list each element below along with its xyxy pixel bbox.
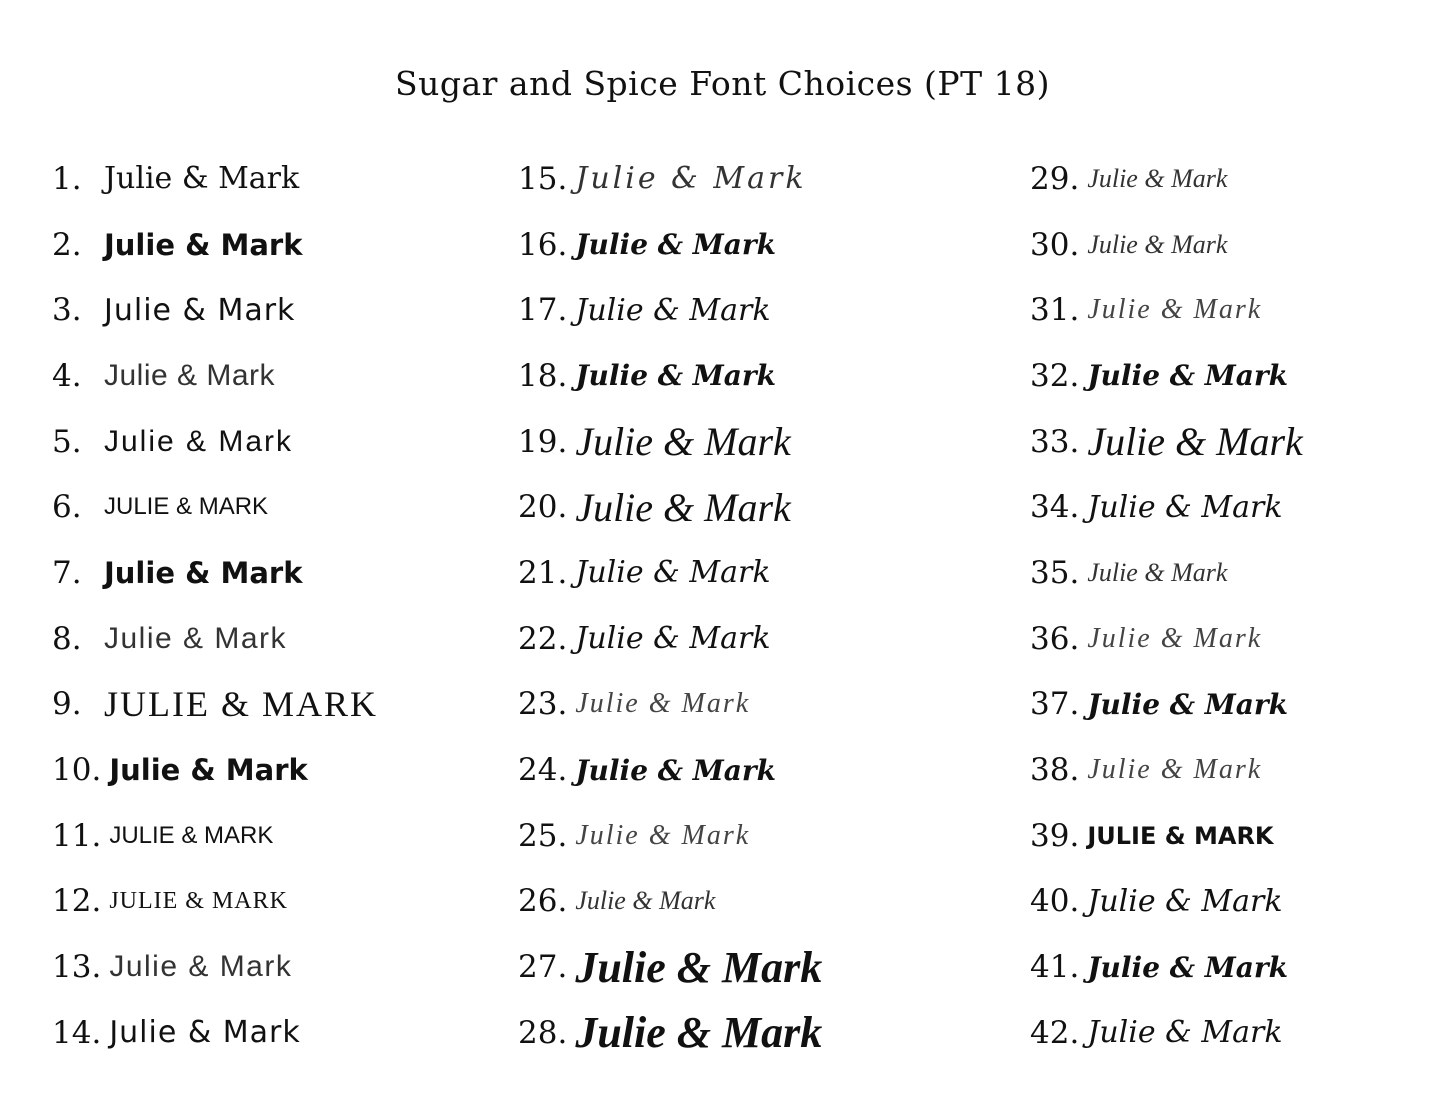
font-choice-item: [1030, 1000, 1303, 1066]
font-column-1: [52, 146, 378, 1066]
font-choice-number: 1.: [52, 160, 82, 197]
font-choice-number: 15.: [518, 160, 568, 197]
font-choice-number: 17.: [518, 292, 568, 329]
font-choice-sample: Julie & Mark: [575, 161, 807, 197]
font-choice-number: 13.: [52, 949, 102, 986]
font-choice-sample: Julie & Mark: [1087, 163, 1228, 193]
font-choice-number: 16.: [518, 226, 568, 263]
font-choice-item: [52, 212, 378, 278]
font-choice-item: [1030, 212, 1303, 278]
font-choice-item: [518, 672, 822, 738]
font-choice-item: [52, 1000, 378, 1066]
font-choice-item: [1030, 277, 1303, 343]
font-choice-item: [52, 606, 378, 672]
font-choice-item: [518, 474, 822, 540]
font-choice-sample: Julie & Mark: [1087, 883, 1283, 919]
font-choice-sample: Julie & Mark: [1087, 950, 1289, 984]
font-choice-sample: Julie & Mark: [104, 161, 300, 197]
font-choice-sample: Julie & Mark: [1087, 557, 1228, 587]
font-choice-item: [1030, 869, 1303, 935]
font-choice-number: 31.: [1030, 292, 1080, 329]
font-choice-sample: Julie & Mark: [575, 292, 771, 328]
font-choice-item: [518, 277, 822, 343]
font-choice-sample: Julie & Mark: [1087, 419, 1303, 465]
font-choice-item: [1030, 606, 1303, 672]
font-choice-item: [518, 737, 822, 803]
font-choice-item: [1030, 737, 1303, 803]
font-choice-sample: Julie & Mark: [575, 688, 751, 720]
font-column-2: [518, 146, 822, 1066]
font-choice-sample: JULIE & MARK: [109, 821, 274, 849]
font-choice-number: 3.: [52, 292, 82, 329]
font-choice-item: [1030, 672, 1303, 738]
font-choice-sample: Julie & Mark: [104, 621, 288, 655]
font-choice-item: [52, 474, 378, 540]
font-choice-sample: Julie & Mark: [1087, 622, 1263, 654]
font-choice-sample: Julie & Mark: [575, 228, 777, 262]
font-choice-item: [52, 540, 378, 606]
font-choice-sample: Julie & Mark: [575, 819, 751, 851]
font-choice-sample: Julie & Mark: [575, 359, 777, 393]
font-choice-sample: Julie & Mark: [109, 753, 308, 788]
font-choice-item: [518, 343, 822, 409]
font-choice-sample: Julie & Mark: [1087, 294, 1263, 326]
font-choice-number: 24.: [518, 752, 568, 789]
font-choice-item: [52, 277, 378, 343]
font-choice-number: 21.: [518, 554, 568, 591]
font-choice-number: 11.: [52, 817, 102, 854]
font-choice-item: [518, 146, 822, 212]
font-column-3: [1030, 146, 1303, 1066]
font-choice-number: 19.: [518, 423, 568, 460]
font-choice-item: [52, 869, 378, 935]
font-choice-item: [52, 934, 378, 1000]
font-choice-number: 39.: [1030, 817, 1080, 854]
font-choice-number: 41.: [1030, 949, 1080, 986]
font-choice-item: [52, 803, 378, 869]
page-title: Sugar and Spice Font Choices (PT 18): [394, 64, 1051, 103]
font-choice-sample: Julie & Mark: [575, 621, 771, 657]
font-choice-item: [518, 212, 822, 278]
font-choice-sample: Julie & Mark: [575, 484, 791, 530]
font-choice-number: 30.: [1030, 226, 1080, 263]
font-choice-number: 38.: [1030, 752, 1080, 789]
font-choice-number: 37.: [1030, 686, 1080, 723]
font-choice-item: [1030, 934, 1303, 1000]
font-choice-item: [518, 606, 822, 672]
font-choice-number: 26.: [518, 883, 568, 920]
font-choice-number: 35.: [1030, 554, 1080, 591]
font-choice-item: [518, 803, 822, 869]
font-choice-sample: Julie & Mark: [575, 555, 771, 591]
font-choice-number: 42.: [1030, 1014, 1080, 1051]
font-choice-sample: Julie & Mark: [575, 1008, 823, 1058]
font-choice-item: [518, 1000, 822, 1066]
font-choice-sample: JULIE & MARK: [109, 887, 288, 914]
font-choice-number: 36.: [1030, 620, 1080, 657]
font-choice-sample: Julie & Mark: [1087, 1015, 1283, 1051]
font-choice-item: [1030, 409, 1303, 475]
font-choice-sample: Julie & Mark: [104, 292, 296, 328]
font-choice-number: 32.: [1030, 357, 1080, 394]
font-choice-sample: Julie & Mark: [1087, 229, 1228, 259]
font-choice-number: 25.: [518, 817, 568, 854]
font-choice-item: [518, 934, 822, 1000]
font-choice-item: [52, 343, 378, 409]
font-choice-sample: JULIE & MARK: [104, 684, 378, 725]
font-choice-sample: Julie & Mark: [104, 358, 276, 392]
font-choice-sample: Julie & Mark: [1087, 754, 1263, 786]
font-choice-sample: JULIE & MARK: [104, 493, 269, 521]
font-choice-number: 29.: [1030, 160, 1080, 197]
font-choice-item: [1030, 803, 1303, 869]
font-choice-number: 20.: [518, 489, 568, 526]
font-choice-number: 33.: [1030, 423, 1080, 460]
font-choice-sample: Julie & Mark: [1087, 359, 1289, 393]
font-choice-sample: Julie & Mark: [109, 1015, 301, 1051]
font-choice-item: [518, 409, 822, 475]
font-choice-number: 27.: [518, 949, 568, 986]
font-choice-item: [1030, 474, 1303, 540]
font-choice-sample: Julie & Mark: [575, 419, 791, 465]
font-choice-sample: Julie & Mark: [575, 753, 777, 787]
font-choice-item: [52, 737, 378, 803]
font-choice-item: [52, 146, 378, 212]
font-choice-number: 4.: [52, 357, 82, 394]
font-choice-number: 12.: [52, 883, 102, 920]
font-choice-item: [518, 540, 822, 606]
font-choice-number: 8.: [52, 620, 82, 657]
font-choice-item: [1030, 343, 1303, 409]
font-choice-sample: JULIE & MARK: [1087, 821, 1274, 850]
font-choice-sample: Julie & Mark: [104, 555, 303, 590]
font-choice-number: 10.: [52, 752, 102, 789]
font-choice-number: 5.: [52, 423, 82, 460]
font-choice-number: 28.: [518, 1014, 568, 1051]
font-choice-item: [1030, 540, 1303, 606]
font-choice-number: 34.: [1030, 489, 1080, 526]
font-choice-sample: Julie & Mark: [1087, 687, 1289, 721]
font-choice-number: 14.: [52, 1014, 102, 1051]
font-choice-number: 22.: [518, 620, 568, 657]
font-choice-number: 2.: [52, 226, 82, 263]
font-choice-number: 40.: [1030, 883, 1080, 920]
font-choice-number: 6.: [52, 489, 82, 526]
font-choice-number: 23.: [518, 686, 568, 723]
font-choice-number: 9.: [52, 686, 82, 723]
font-choice-item: [52, 672, 378, 738]
font-choice-item: [518, 869, 822, 935]
font-choice-sample: Julie & Mark: [575, 942, 823, 992]
font-choice-sample: Julie & Mark: [575, 886, 716, 916]
font-choice-sample: Julie & Mark: [1087, 489, 1283, 525]
font-choice-number: 7.: [52, 554, 82, 591]
font-choice-sample: Julie & Mark: [104, 424, 294, 458]
font-choice-number: 18.: [518, 357, 568, 394]
font-choice-sample: Julie & Mark: [109, 950, 293, 984]
font-choice-sample: Julie & Mark: [104, 227, 303, 262]
font-choice-item: [1030, 146, 1303, 212]
font-choice-item: [52, 409, 378, 475]
